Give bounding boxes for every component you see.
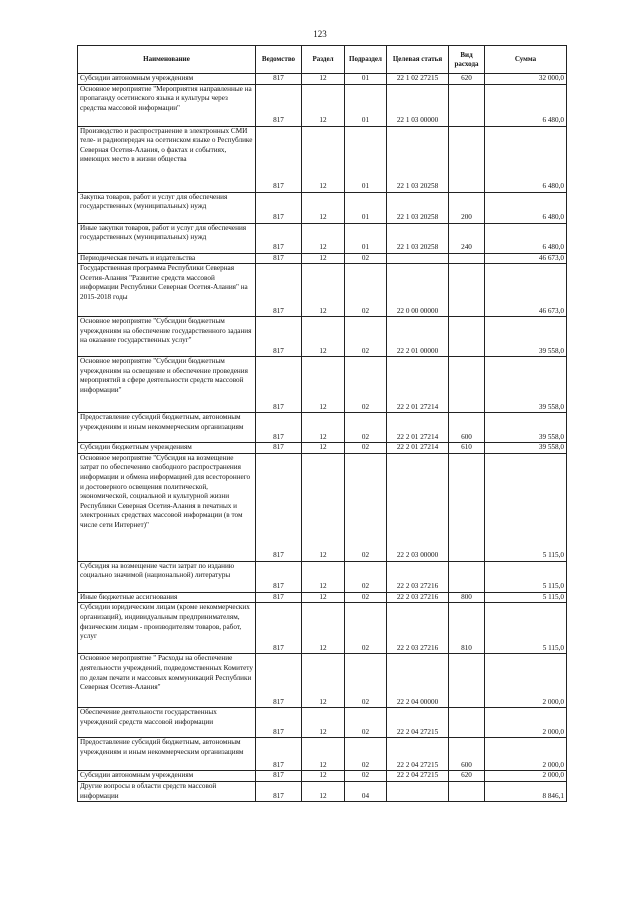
row-statya: 22 1 03 20258 xyxy=(387,223,449,253)
row-statya: 22 1 03 20258 xyxy=(387,126,449,192)
row-name: Основное мероприятие "Мероприятия направленные на пропаганду осетинского языка и культуры через средства массовой информации" xyxy=(78,84,256,126)
row-statya: 22 1 02 27215 xyxy=(387,74,449,85)
header-summa: Сумма xyxy=(485,46,567,74)
row-statya: 22 2 04 00000 xyxy=(387,654,449,708)
row-vid xyxy=(449,264,485,317)
row-name: Иные бюджетные ассигнования xyxy=(78,592,256,603)
row-summa: 39 558,0 xyxy=(485,443,567,454)
table-row xyxy=(78,443,567,454)
row-summa: 2 000,0 xyxy=(485,738,567,771)
row-vid: 600 xyxy=(449,738,485,771)
row-vid xyxy=(449,317,485,357)
row-ved: 817 xyxy=(256,603,302,654)
row-razdel: 12 xyxy=(302,443,345,454)
row-podrazdel: 01 xyxy=(345,223,387,253)
row-ved: 817 xyxy=(256,357,302,413)
header-statya: Целевая статья xyxy=(387,46,449,74)
row-summa: 5 115,0 xyxy=(485,453,567,561)
row-podrazdel: 01 xyxy=(345,84,387,126)
row-razdel: 12 xyxy=(302,74,345,85)
row-summa: 32 000,0 xyxy=(485,74,567,85)
row-razdel: 12 xyxy=(302,317,345,357)
row-razdel: 12 xyxy=(302,781,345,801)
row-vid: 600 xyxy=(449,413,485,443)
row-ved: 817 xyxy=(256,223,302,253)
row-razdel: 12 xyxy=(302,561,345,592)
row-summa: 39 558,0 xyxy=(485,357,567,413)
row-statya: 22 2 01 27214 xyxy=(387,357,449,413)
table-row xyxy=(78,357,567,413)
row-summa: 5 115,0 xyxy=(485,561,567,592)
row-name: Иные закупки товаров, работ и услуг для обеспечения государственных (муниципальных) нужд xyxy=(78,223,256,253)
row-razdel: 12 xyxy=(302,413,345,443)
row-statya: 22 2 01 27214 xyxy=(387,443,449,454)
row-summa: 6 480,0 xyxy=(485,223,567,253)
table-row xyxy=(78,771,567,782)
row-vid: 200 xyxy=(449,192,485,223)
row-podrazdel: 02 xyxy=(345,654,387,708)
row-ved: 817 xyxy=(256,84,302,126)
table-row xyxy=(78,413,567,443)
row-name: Закупка товаров, работ и услуг для обеспечения государственных (муниципальных) нужд xyxy=(78,192,256,223)
table-row xyxy=(78,654,567,708)
row-podrazdel: 02 xyxy=(345,771,387,782)
row-summa: 2 000,0 xyxy=(485,771,567,782)
table-row xyxy=(78,453,567,561)
row-vid: 240 xyxy=(449,223,485,253)
table-row xyxy=(78,192,567,223)
row-vid xyxy=(449,84,485,126)
row-statya: 22 1 03 20258 xyxy=(387,192,449,223)
table-row xyxy=(78,74,567,85)
header-podrazdel: Подраздел xyxy=(345,46,387,74)
row-statya xyxy=(387,253,449,264)
row-podrazdel: 04 xyxy=(345,781,387,801)
row-summa: 8 846,1 xyxy=(485,781,567,801)
row-ved: 817 xyxy=(256,592,302,603)
row-podrazdel: 01 xyxy=(345,192,387,223)
row-vid xyxy=(449,253,485,264)
row-name: Субсидии автономным учреждениям xyxy=(78,74,256,85)
row-statya: 22 2 03 27216 xyxy=(387,561,449,592)
row-vid xyxy=(449,561,485,592)
row-summa: 39 558,0 xyxy=(485,317,567,357)
row-summa: 6 480,0 xyxy=(485,84,567,126)
header-vid: Вид расхода xyxy=(449,46,485,74)
row-statya xyxy=(387,781,449,801)
row-name: Основное мероприятие "Субсидия на возмещение затрат по обеспечению свободного распространения информации и обмена информацией для всестороннего и достоверного освещения политической, экономической, социальной и культурной жизни Республики Северная Осетия-Алания в печатных и электронных средствах массовой информации (в том числе сети Интернет)" xyxy=(78,453,256,561)
row-name: Предоставление субсидий бюджетным, автономным учреждениям и иным некоммерческим организациям xyxy=(78,738,256,771)
table-row xyxy=(78,84,567,126)
header-ved: Ведомство xyxy=(256,46,302,74)
header-razdel: Раздел xyxy=(302,46,345,74)
row-ved: 817 xyxy=(256,781,302,801)
row-vid: 620 xyxy=(449,771,485,782)
row-ved: 817 xyxy=(256,264,302,317)
row-summa: 39 558,0 xyxy=(485,413,567,443)
row-podrazdel: 02 xyxy=(345,357,387,413)
row-statya: 22 2 04 27215 xyxy=(387,771,449,782)
table-row xyxy=(78,126,567,192)
row-statya: 22 1 03 00000 xyxy=(387,84,449,126)
table-row xyxy=(78,603,567,654)
row-ved: 817 xyxy=(256,708,302,738)
row-summa: 2 000,0 xyxy=(485,708,567,738)
row-ved: 817 xyxy=(256,738,302,771)
row-name: Субсидии бюджетным учреждениям xyxy=(78,443,256,454)
row-ved: 817 xyxy=(256,443,302,454)
row-razdel: 12 xyxy=(302,192,345,223)
table-row xyxy=(78,738,567,771)
row-summa: 46 673,0 xyxy=(485,253,567,264)
row-vid xyxy=(449,126,485,192)
row-razdel: 12 xyxy=(302,708,345,738)
table-row xyxy=(78,223,567,253)
row-summa: 5 115,0 xyxy=(485,592,567,603)
row-name: Государственная программа Республики Северная Осетия-Алания "Развитие средств массовой информации Республики Северная Осетия-Алания" на 2015-2018 годы xyxy=(78,264,256,317)
row-vid: 800 xyxy=(449,592,485,603)
row-summa: 46 673,0 xyxy=(485,264,567,317)
row-podrazdel: 02 xyxy=(345,264,387,317)
row-ved: 817 xyxy=(256,561,302,592)
page-number: 123 xyxy=(313,29,327,39)
table-header-row xyxy=(78,46,567,74)
row-statya: 22 2 03 27216 xyxy=(387,592,449,603)
row-name: Обеспечение деятельности государственных учреждений средств массовой информации xyxy=(78,708,256,738)
row-name: Субсидии автономным учреждениям xyxy=(78,771,256,782)
table-body xyxy=(78,74,567,802)
row-statya: 22 2 01 27214 xyxy=(387,413,449,443)
row-razdel: 12 xyxy=(302,453,345,561)
row-name: Основное мероприятие " Расходы на обеспечение деятельности учреждений, подведомственных Комитету по делам печати и массовых коммуникаций Республики Северная Осетия-Алания" xyxy=(78,654,256,708)
header-name: Наименование xyxy=(78,46,256,74)
row-razdel: 12 xyxy=(302,592,345,603)
row-ved: 817 xyxy=(256,253,302,264)
row-razdel: 12 xyxy=(302,738,345,771)
row-summa: 2 000,0 xyxy=(485,654,567,708)
row-podrazdel: 02 xyxy=(345,603,387,654)
row-statya: 22 2 03 27216 xyxy=(387,603,449,654)
row-razdel: 12 xyxy=(302,223,345,253)
row-podrazdel: 02 xyxy=(345,317,387,357)
row-razdel: 12 xyxy=(302,654,345,708)
row-podrazdel: 01 xyxy=(345,74,387,85)
row-podrazdel: 02 xyxy=(345,592,387,603)
row-razdel: 12 xyxy=(302,771,345,782)
row-statya: 22 2 04 27215 xyxy=(387,708,449,738)
row-ved: 817 xyxy=(256,453,302,561)
row-podrazdel: 02 xyxy=(345,561,387,592)
row-vid xyxy=(449,357,485,413)
row-summa: 6 480,0 xyxy=(485,192,567,223)
row-name: Периодическая печать и издательства xyxy=(78,253,256,264)
row-razdel: 12 xyxy=(302,126,345,192)
row-ved: 817 xyxy=(256,317,302,357)
row-podrazdel: 02 xyxy=(345,413,387,443)
row-vid: 620 xyxy=(449,74,485,85)
row-podrazdel: 02 xyxy=(345,443,387,454)
table-row xyxy=(78,708,567,738)
row-ved: 817 xyxy=(256,192,302,223)
row-name: Субсидия на возмещение части затрат по изданию социально значимой (национальной) литературы xyxy=(78,561,256,592)
row-name: Основное мероприятие "Субсидии бюджетным учреждениям на освещение и обеспечение проведения мероприятий в сфере деятельности средств массовой информации" xyxy=(78,357,256,413)
row-podrazdel: 01 xyxy=(345,126,387,192)
row-razdel: 12 xyxy=(302,253,345,264)
row-name: Основное мероприятие "Субсидии бюджетным учреждениям на обеспечение государственного задания на оказание государственных услуг" xyxy=(78,317,256,357)
row-ved: 817 xyxy=(256,126,302,192)
row-podrazdel: 02 xyxy=(345,453,387,561)
table-row xyxy=(78,253,567,264)
row-name: Другие вопросы в области средств массовой информации xyxy=(78,781,256,801)
row-name: Производство и распространение в электронных СМИ теле- и радиопередач на осетинском языке о Республике Северная Осетия-Алания, о фактах и событиях, имеющих место в жизни общества xyxy=(78,126,256,192)
table-row xyxy=(78,264,567,317)
row-razdel: 12 xyxy=(302,357,345,413)
row-summa: 5 115,0 xyxy=(485,603,567,654)
row-statya: 22 2 03 00000 xyxy=(387,453,449,561)
row-name: Субсидии юридическим лицам (кроме некоммерческих организаций), индивидуальным предпринимателям, физическим лицам - производителям товаров, работ, услуг xyxy=(78,603,256,654)
row-vid xyxy=(449,781,485,801)
row-razdel: 12 xyxy=(302,84,345,126)
row-ved: 817 xyxy=(256,413,302,443)
row-podrazdel: 02 xyxy=(345,708,387,738)
row-vid xyxy=(449,654,485,708)
row-summa: 6 480,0 xyxy=(485,126,567,192)
row-ved: 817 xyxy=(256,771,302,782)
row-ved: 817 xyxy=(256,74,302,85)
row-vid xyxy=(449,708,485,738)
row-statya: 22 2 01 00000 xyxy=(387,317,449,357)
row-ved: 817 xyxy=(256,654,302,708)
row-vid: 810 xyxy=(449,603,485,654)
row-name: Предоставление субсидий бюджетным, автономным учреждениям и иным некоммерческим организациям xyxy=(78,413,256,443)
table-row xyxy=(78,317,567,357)
table-row xyxy=(78,561,567,592)
row-vid xyxy=(449,453,485,561)
row-razdel: 12 xyxy=(302,603,345,654)
budget-table xyxy=(77,45,567,802)
row-podrazdel: 02 xyxy=(345,738,387,771)
row-statya: 22 2 04 27215 xyxy=(387,738,449,771)
row-vid: 610 xyxy=(449,443,485,454)
table-row xyxy=(78,592,567,603)
table-row xyxy=(78,781,567,801)
row-statya: 22 0 00 00000 xyxy=(387,264,449,317)
row-podrazdel: 02 xyxy=(345,253,387,264)
row-razdel: 12 xyxy=(302,264,345,317)
